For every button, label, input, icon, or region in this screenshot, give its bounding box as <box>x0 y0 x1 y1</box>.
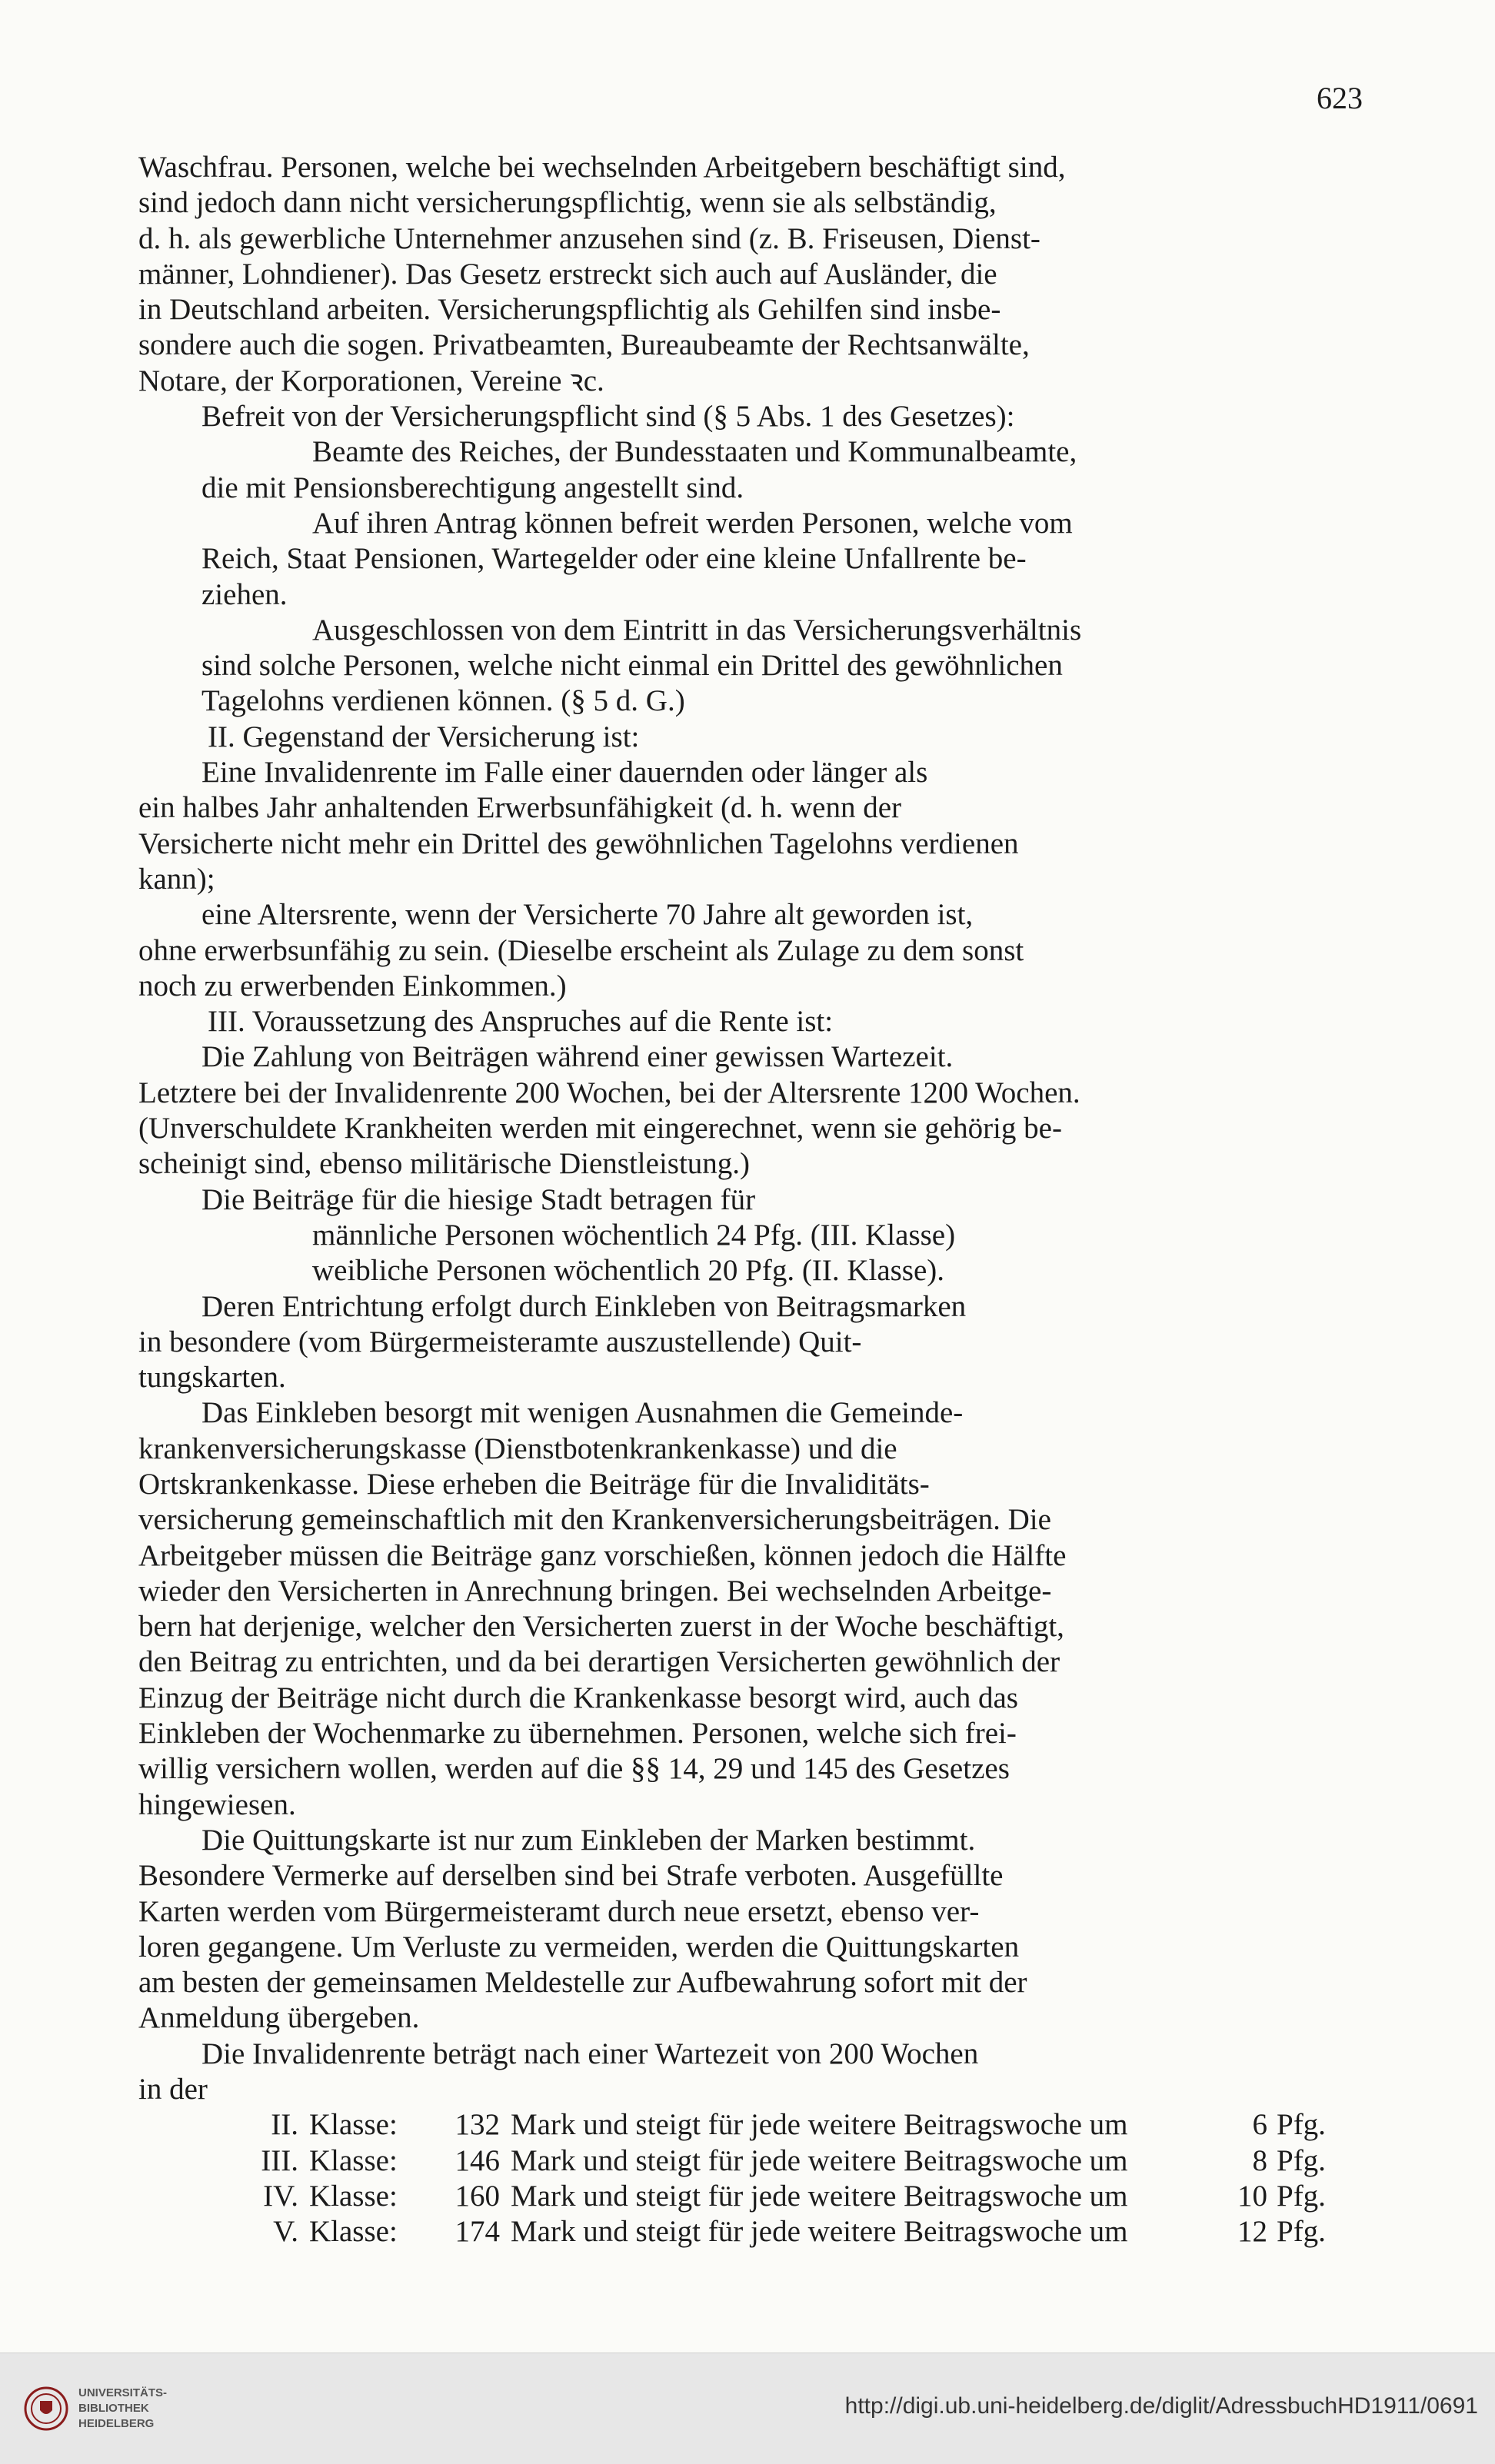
text-line: Reich, Staat Pensionen, Wartegelder oder eine kleine Unfallrente be- <box>201 542 1027 576</box>
text-line: hingewiesen. <box>138 1787 296 1821</box>
text-line: II. Gegenstand der Versicherung ist: <box>208 720 640 753</box>
text-line: Auf ihren Antrag können befreit werden Personen, welche vom <box>312 506 1073 540</box>
text-line: bern hat derjenige, welcher den Versicherten zuerst in der Woche beschäftigt, <box>138 1610 1064 1644</box>
text-line: Einzug der Beiträge nicht durch die Krankenkasse besorgt wird, auch das <box>138 1681 1018 1714</box>
source-url-link[interactable]: http://digi.ub.uni-heidelberg.de/diglit/AdressbuchHD1911/0691 <box>844 2393 1478 2419</box>
text-line: willig versichern wollen, werden auf die §§ 14, 29 und 145 des Gesetzes <box>138 1752 1010 1786</box>
text-line: sind solche Personen, welche nicht einmal ein Drittel des gewöhnlichen <box>201 649 1063 683</box>
rent-table-text: Mark und steigt für jede weitere Beitragswoche um <box>511 2143 1128 2177</box>
text-line: die mit Pensionsberechtigung angestellt sind. <box>201 471 744 504</box>
logo-line: BIBLIOTHEK <box>78 2402 149 2415</box>
rent-table-klasse: Klasse: <box>309 2179 398 2213</box>
rent-table-amount: 6 <box>1252 2108 1267 2142</box>
text-line: Ausgeschlossen von dem Eintritt in das Versicherungsverhältnis <box>312 613 1082 647</box>
rent-table-klasse: Klasse: <box>309 2215 398 2249</box>
text-line: Versicherte nicht mehr ein Drittel des gewöhnlichen Tagelohns verdienen <box>138 826 1019 860</box>
rent-table-row <box>138 2143 1361 2179</box>
text-line: scheinigt sind, ebenso militärische Dienstleistung.) <box>138 1147 751 1181</box>
text-line: weibliche Personen wöchentlich 20 Pfg. (II. Klasse). <box>312 1254 945 1288</box>
text-line: Die Beiträge für die hiesige Stadt betragen für <box>201 1182 756 1216</box>
text-line: eine Altersrente, wenn der Versicherte 70 Jahre alt geworden ist, <box>201 898 974 932</box>
rent-table-mark: 174 <box>454 2215 500 2249</box>
rent-table-text: Mark und steigt für jede weitere Beitragswoche um <box>511 2215 1128 2249</box>
text-line: in der <box>138 2073 208 2107</box>
rent-table-mark: 146 <box>454 2143 500 2177</box>
text-line: Befreit von der Versicherungspflicht sind (§ 5 Abs. 1 des Gesetzes): <box>201 400 1015 434</box>
text-line: Arbeitgeber müssen die Beiträge ganz vorschießen, können jedoch die Hälfte <box>138 1538 1067 1572</box>
text-line: Ortskrankenkasse. Diese erheben die Beiträge für die Invaliditäts- <box>138 1467 930 1501</box>
text-line: männliche Personen wöchentlich 24 Pfg. (III. Klasse) <box>312 1218 956 1252</box>
rent-table-row <box>138 2107 1361 2143</box>
text-line: ein halbes Jahr anhaltenden Erwerbsunfähigkeit (d. h. wenn der <box>138 791 901 825</box>
text-line: Die Quittungskarte ist nur zum Einkleben der Marken bestimmt. <box>201 1823 976 1857</box>
body-text <box>138 150 1361 2250</box>
text-line: noch zu erwerbenden Einkommen.) <box>138 969 567 1003</box>
text-line: Notare, der Korporationen, Vereine ꝛc. <box>138 364 604 397</box>
text-line: sind jedoch dann nicht versicherungspflichtig, wenn sie als selbständig, <box>138 186 997 220</box>
rent-table-mark: 160 <box>454 2179 500 2213</box>
text-line: loren gegangene. Um Verluste zu vermeiden, werden die Quittungskarten <box>138 1930 1020 1964</box>
text-line: III. Voraussetzung des Anspruches auf die Rente ist: <box>208 1005 834 1039</box>
text-line: in Deutschland arbeiten. Versicherungspflichtig als Gehilfen sind insbe- <box>138 293 1001 327</box>
library-logo-text <box>78 2386 167 2432</box>
rent-table-text: Mark und steigt für jede weitere Beitragswoche um <box>511 2108 1128 2142</box>
rent-table-row <box>138 2214 1361 2250</box>
rent-table-unit: Pfg. <box>1277 2143 1326 2177</box>
rent-table-amount: 12 <box>1237 2215 1267 2249</box>
text-line: krankenversicherungskasse (Dienstbotenkrankenkasse) und die <box>138 1432 897 1465</box>
text-line: Die Zahlung von Beiträgen während einer gewissen Wartezeit. <box>201 1040 954 1074</box>
text-line: Letztere bei der Invalidenrente 200 Wochen, bei der Altersrente 1200 Wochen. <box>138 1076 1080 1109</box>
viewer-footer <box>0 2353 1495 2464</box>
text-line: ohne erwerbsunfähig zu sein. (Dieselbe erscheint als Zulage zu dem sonst <box>138 933 1024 967</box>
rent-table-roman: IV. <box>263 2179 298 2213</box>
logo-line: HEIDELBERG <box>78 2417 155 2430</box>
text-line: Waschfrau. Personen, welche bei wechselnden Arbeitgebern beschäftigt sind, <box>138 151 1066 184</box>
text-line: d. h. als gewerbliche Unternehmer anzusehen sind (z. B. Friseusen, Dienst- <box>138 221 1041 255</box>
rent-table-mark: 132 <box>454 2108 500 2142</box>
rent-table-amount: 8 <box>1252 2143 1267 2177</box>
logo-line: UNIVERSITÄTS- <box>78 2386 168 2399</box>
rent-table-roman: V. <box>273 2215 298 2249</box>
library-logo[interactable] <box>23 2373 192 2444</box>
rent-table-row <box>138 2179 1361 2214</box>
text-line: wieder den Versicherten in Anrechnung bringen. Bei wechselnden Arbeitge- <box>138 1574 1052 1608</box>
text-line: Einkleben der Wochenmarke zu übernehmen. Personen, welche sich frei- <box>138 1717 1017 1751</box>
rent-table-klasse: Klasse: <box>309 2108 398 2142</box>
text-line: den Beitrag zu entrichten, und da bei derartigen Versicherten gewöhnlich der <box>138 1645 1060 1679</box>
university-seal-icon <box>23 2386 69 2432</box>
page-number: 623 <box>1317 81 1363 115</box>
text-line: (Unverschuldete Krankheiten werden mit eingerechnet, wenn sie gehörig be- <box>138 1112 1062 1146</box>
text-line: Besondere Vermerke auf derselben sind bei Strafe verboten. Ausgefüllte <box>138 1859 1004 1893</box>
rent-table-unit: Pfg. <box>1277 2179 1326 2213</box>
rent-table-unit: Pfg. <box>1277 2215 1326 2249</box>
rent-table-unit: Pfg. <box>1277 2108 1326 2142</box>
text-line: männer, Lohndiener). Das Gesetz erstreckt sich auch auf Ausländer, die <box>138 257 997 291</box>
text-line: kann); <box>138 862 215 896</box>
text-line: sondere auch die sogen. Privatbeamten, Bureaubeamte der Rechtsanwälte, <box>138 328 1030 362</box>
text-line: Die Invalidenrente beträgt nach einer Wartezeit von 200 Wochen <box>201 2037 979 2070</box>
text-line: Anmeldung übergeben. <box>138 2001 420 2035</box>
rent-table-text: Mark und steigt für jede weitere Beitragswoche um <box>511 2179 1128 2213</box>
rent-table-amount: 10 <box>1237 2179 1267 2213</box>
text-line: tungskarten. <box>138 1361 286 1395</box>
text-line: am besten der gemeinsamen Meldestelle zur Aufbewahrung sofort mit der <box>138 1966 1027 2000</box>
text-line: Eine Invalidenrente im Falle einer dauernden oder länger als <box>201 756 928 790</box>
text-line: Deren Entrichtung erfolgt durch Einkleben von Beitragsmarken <box>201 1289 967 1323</box>
rent-table-roman: III. <box>261 2143 298 2177</box>
text-line: in besondere (vom Bürgermeisteramte auszustellende) Quit- <box>138 1325 862 1358</box>
rent-table-roman: II. <box>271 2108 298 2142</box>
text-line: Das Einkleben besorgt mit wenigen Ausnahmen die Gemeinde- <box>201 1396 964 1430</box>
text-line: Karten werden vom Bürgermeisteramt durch neue ersetzt, ebenso ver- <box>138 1894 980 1928</box>
text-line: Tagelohns verdienen können. (§ 5 d. G.) <box>201 684 685 718</box>
text-line: versicherung gemeinschaftlich mit den Krankenversicherungsbeiträgen. Die <box>138 1503 1051 1537</box>
text-line: ziehen. <box>201 577 288 611</box>
text-line: Beamte des Reiches, der Bundesstaaten und Kommunalbeamte, <box>312 435 1077 469</box>
rent-table-klasse: Klasse: <box>309 2143 398 2177</box>
